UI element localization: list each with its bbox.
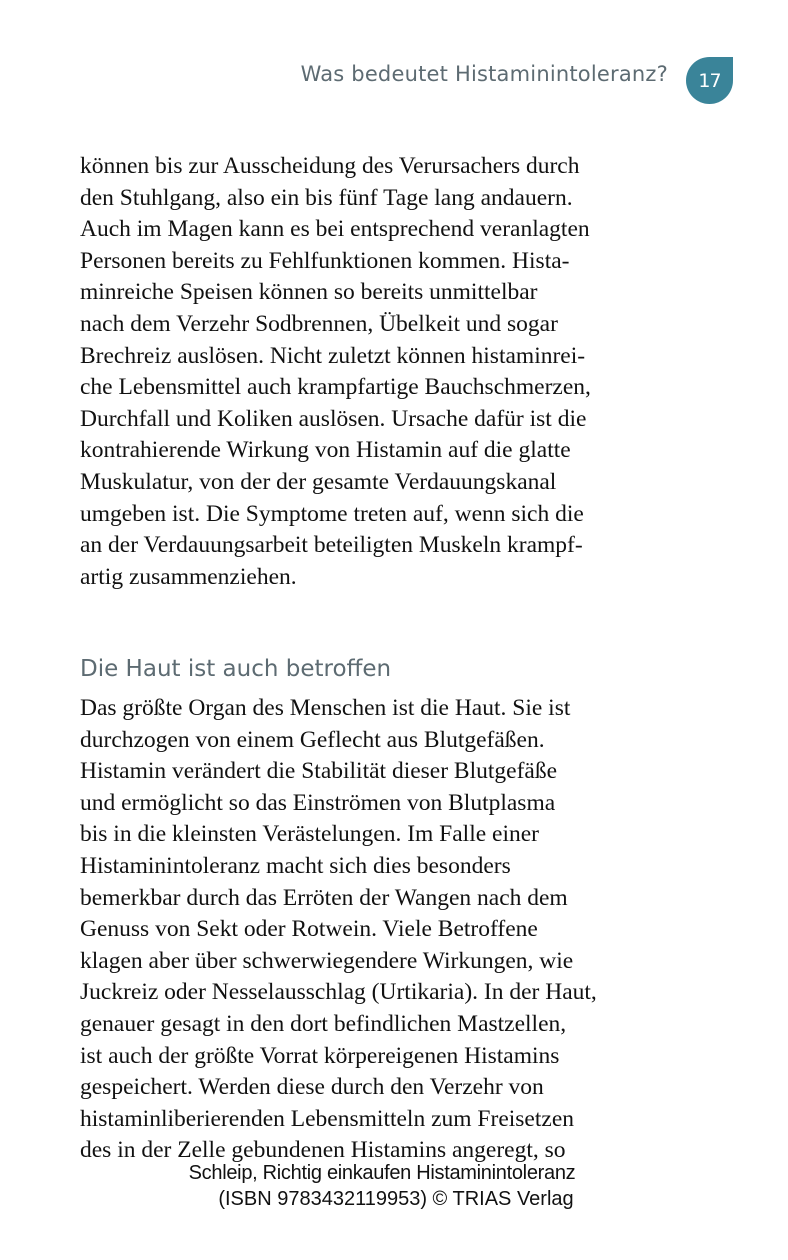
text-line: klagen aber über schwerwiegendere Wirkungen, wie bbox=[80, 947, 574, 974]
text-line: Histaminintoleranz macht sich dies besonders bbox=[80, 852, 511, 879]
running-head-title: Was bedeutet Histaminintoleranz? bbox=[300, 62, 668, 86]
text-line: bis in die kleinsten Verästelungen. Im Falle einer bbox=[80, 821, 540, 848]
text-line: che Lebensmittel auch krampfartige Bauchschmerzen, bbox=[80, 374, 591, 401]
page-number-badge bbox=[686, 57, 733, 104]
text-line: den Stuhlgang, also ein bis fünf Tage lang andauern. bbox=[80, 184, 573, 211]
text-line: nach dem Verzehr Sodbrennen, Übelkeit und sogar bbox=[80, 310, 558, 337]
text-line: genauer gesagt in den dort befindlichen Mastzellen, bbox=[80, 1010, 567, 1037]
copyright-footer bbox=[0, 1160, 788, 1212]
text-line: Muskulatur, von der der gesamte Verdauungskanal bbox=[80, 468, 557, 495]
text-line: Das größte Organ des Menschen ist die Haut. Sie ist bbox=[80, 695, 571, 721]
text-line: Genuss von Sekt oder Rotwein. Viele Betroffene bbox=[80, 916, 538, 943]
text-line: können bis zur Ausscheidung des Verursachers durch bbox=[80, 153, 580, 179]
text-line: des in der Zelle gebundenen Histamins angeregt, so bbox=[80, 1137, 566, 1164]
text-line: kontrahierende Wirkung von Histamin auf die glatte bbox=[80, 437, 571, 464]
text-line: minreiche Speisen können so bereits unmittelbar bbox=[80, 279, 538, 306]
text-line: Personen bereits zu Fehlfunktionen kommen. Hista- bbox=[80, 247, 570, 274]
text-line: Auch im Magen kann es bei entsprechend veranlagten bbox=[80, 216, 590, 243]
text-line: Juckreiz oder Nesselausschlag (Urtikaria). In der Haut, bbox=[80, 979, 597, 1006]
section-heading-skin: Die Haut ist auch betroffen bbox=[80, 656, 392, 682]
text-line: gespeichert. Werden diese durch den Verzehr von bbox=[80, 1074, 544, 1101]
text-line: umgeben ist. Die Symptome treten auf, wenn sich die bbox=[80, 500, 584, 527]
body-paragraph-skin bbox=[80, 693, 680, 1167]
text-line: durchzogen von einem Geflecht aus Blutgefäßen. bbox=[80, 726, 545, 753]
text-line: ist auch der größte Vorrat körpereigenen Histamins bbox=[80, 1042, 560, 1069]
footer-citation: Schleip, Richtig einkaufen Histaminintoleranz bbox=[188, 1162, 576, 1184]
text-line: bemerkbar durch das Erröten der Wangen nach dem bbox=[80, 884, 568, 911]
footer-isbn: (ISBN 9783432119953) © TRIAS Verlag bbox=[218, 1188, 574, 1210]
page-number: 17 bbox=[698, 69, 721, 92]
text-line: histaminliberierenden Lebensmitteln zum Freisetzen bbox=[80, 1105, 574, 1132]
text-line: Durchfall und Koliken auslösen. Ursache dafür ist die bbox=[80, 405, 587, 432]
text-line: an der Verdauungsarbeit beteiligten Muskeln krampf- bbox=[80, 532, 583, 559]
text-line: Histamin verändert die Stabilität dieser Blutgefäße bbox=[80, 758, 558, 785]
body-paragraph-digestion bbox=[80, 151, 680, 593]
text-line: Brechreiz auslösen. Nicht zuletzt können histaminrei- bbox=[80, 342, 586, 369]
text-line: artig zusammenziehen. bbox=[80, 563, 297, 590]
text-line: und ermöglicht so das Einströmen von Blutplasma bbox=[80, 789, 556, 816]
